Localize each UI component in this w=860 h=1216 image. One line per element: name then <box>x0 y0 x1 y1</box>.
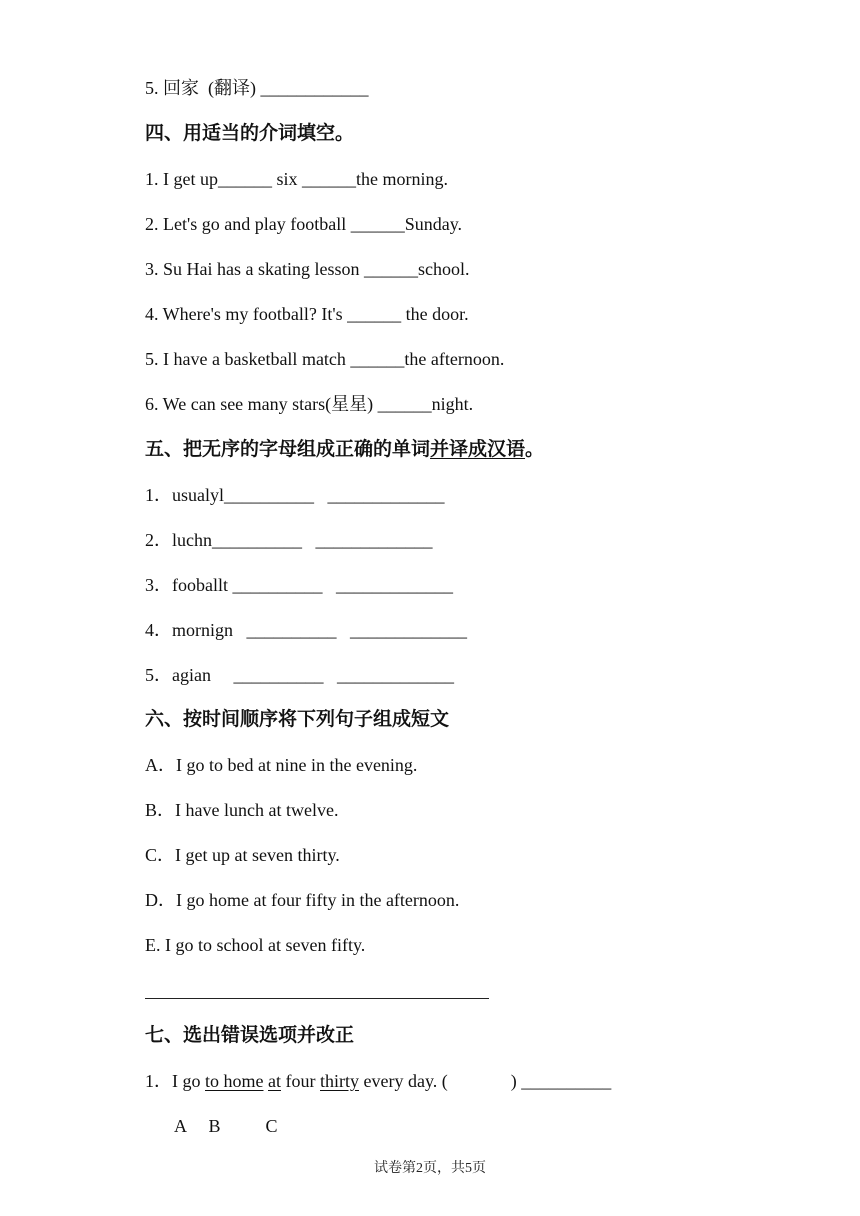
section7-option-labels: A B C <box>174 1116 278 1136</box>
q1-suffix: every day. ( ) __________ <box>359 1071 612 1091</box>
section4-item-4: 4. Where's my football? It's ______ the door. <box>145 304 469 324</box>
q1-prefix: 1．I go <box>145 1071 205 1091</box>
section3-item-5: 5. 回家 (翻译) ____________ <box>145 78 369 98</box>
section5-item-2: 2．luchn__________ _____________ <box>145 530 433 550</box>
section4-item-1: 1. I get up______ six ______the morning. <box>145 169 448 189</box>
q1-option-a-text: to home <box>205 1071 264 1091</box>
section4-item-3: 3. Su Hai has a skating lesson ______school. <box>145 259 470 279</box>
section6-item-d: D．I go home at four fifty in the afternoon. <box>145 890 460 910</box>
section5-heading-underlined: 并译成汉语 <box>430 438 526 460</box>
section6-item-c: C．I get up at seven thirty. <box>145 845 340 865</box>
q1-option-c-text: thirty <box>320 1071 359 1091</box>
section4-item-5: 5. I have a basketball match ______the afternoon. <box>145 349 505 369</box>
section7-heading: 七、选出错误选项并改正 <box>145 1024 355 1046</box>
q1-option-b-text: at <box>268 1071 281 1091</box>
section4-item-2: 2. Let's go and play football ______Sunday. <box>145 214 463 234</box>
section6-item-e: E. I go to school at seven fifty. <box>145 935 366 955</box>
section6-item-a: A．I go to bed at nine in the evening. <box>145 755 418 775</box>
section5-item-5: 5．agian __________ _____________ <box>145 665 454 685</box>
section4-heading: 四、用适当的介词填空。 <box>145 122 355 144</box>
section5-heading-main: 五、把无序的字母组成正确的单词 <box>145 438 431 460</box>
section5-item-3: 3．fooballt __________ _____________ <box>145 575 453 595</box>
section5-item-4: 4．mornign __________ _____________ <box>145 620 467 640</box>
page-footer: 试卷第2页，共5页 <box>374 1161 486 1176</box>
section6-item-b: B．I have lunch at twelve. <box>145 800 339 820</box>
section5-heading <box>145 438 544 460</box>
section6-heading: 六、按时间顺序将下列句子组成短文 <box>145 708 450 730</box>
section7-question-1 <box>145 1070 611 1092</box>
section4-item-6: 6. We can see many stars(星星) ______night. <box>145 394 474 414</box>
q1-mid: four <box>281 1071 320 1091</box>
section5-heading-end: 。 <box>525 438 545 460</box>
answer-line <box>145 998 489 999</box>
section5-item-1: 1．usualyl__________ _____________ <box>145 485 445 505</box>
